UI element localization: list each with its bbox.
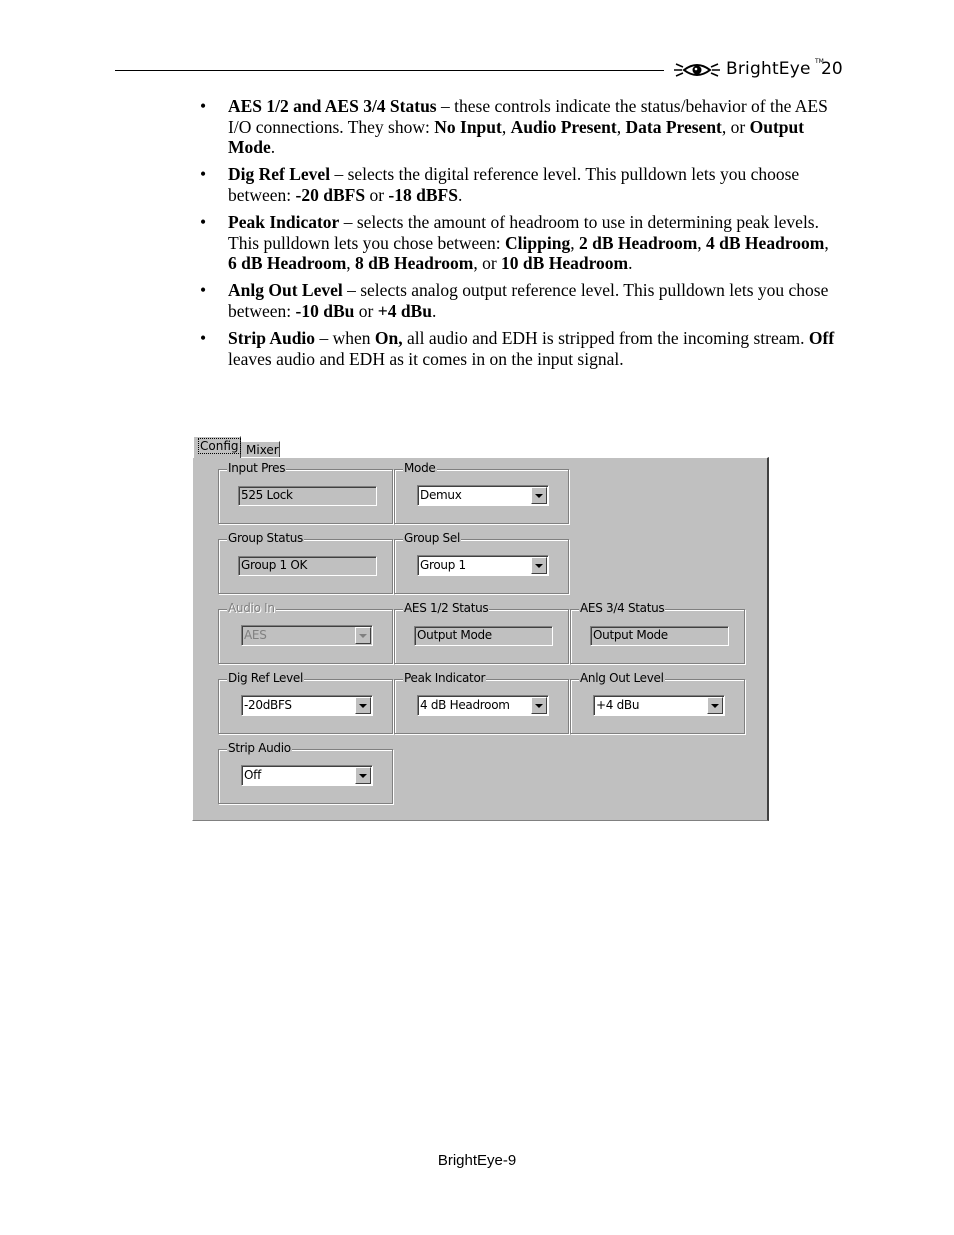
group-sel-group (394, 531, 569, 594)
peak-indicator-dropdown[interactable] (417, 695, 549, 716)
bullet-list (198, 96, 838, 376)
bullet-text: . (457, 184, 463, 205)
bullet-text: . (628, 253, 633, 274)
bullet-term: On, (374, 327, 403, 348)
bullet-text: – selects the digital reference level. This pulldown lets you choose between: (228, 164, 800, 205)
logo-number: 20 (821, 59, 843, 79)
aes12-status-label: AES 1/2 Status (404, 601, 489, 615)
bullet-item (198, 280, 838, 321)
bullet-text: all audio and EDH is stripped from the incoming stream. (402, 327, 809, 348)
chevron-down-icon[interactable] (531, 487, 547, 504)
logo-trademark: TM (815, 58, 824, 65)
header-rule (115, 70, 664, 71)
bullet-term: 4 dB Headroom (706, 232, 825, 253)
bullet-text: , (824, 232, 829, 253)
bullet-term: AES 1/2 and AES 3/4 Status (228, 96, 437, 116)
chevron-down-icon[interactable] (531, 557, 547, 574)
chevron-down-icon (355, 627, 371, 644)
peak-indicator-label: Peak Indicator (404, 671, 486, 685)
chevron-down-icon[interactable] (531, 697, 547, 714)
logo-text: BrightEye (726, 59, 811, 79)
peak-indicator-value: 4 dB Headroom (420, 698, 510, 712)
chevron-down-icon[interactable] (707, 697, 723, 714)
tab-mixer[interactable]: Mixer (240, 441, 280, 459)
group-status-group (218, 531, 393, 594)
chevron-down-icon[interactable] (355, 767, 371, 784)
aes12-status-field: Output Mode (414, 626, 553, 646)
bullet-item (198, 212, 838, 274)
bullet-term: 8 dB Headroom (355, 253, 474, 274)
anlg-out-level-group (570, 671, 745, 734)
bullet-term: 2 dB Headroom (578, 232, 698, 253)
bullet-dot-icon: • (200, 164, 207, 185)
bullet-term: -20 dBFS (295, 184, 366, 205)
strip-audio-dropdown[interactable] (241, 765, 373, 786)
group-status-field: Group 1 OK (238, 556, 377, 576)
bullet-term: 10 dB Headroom (501, 253, 629, 274)
bullet-item (198, 96, 838, 158)
brighteye-logo (672, 56, 847, 86)
bullet-term: -18 dBFS (388, 184, 458, 205)
config-dialog (191, 436, 771, 822)
bullet-term: Audio Present (510, 116, 617, 137)
dig-ref-level-value: -20dBFS (244, 698, 292, 712)
mode-dropdown[interactable] (417, 485, 549, 506)
mode-group (394, 461, 569, 524)
bullet-text: , or (721, 116, 750, 137)
input-pres-label: Input Pres (228, 461, 286, 475)
bullet-dot-icon: • (200, 327, 207, 348)
anlg-out-level-value: +4 dBu (596, 698, 640, 712)
bullet-term: Output Mode (228, 116, 805, 158)
bullet-text: . (431, 300, 437, 321)
dig-ref-level-dropdown[interactable] (241, 695, 373, 716)
bullet-term: Anlg Out Level (228, 280, 343, 301)
eye-icon (672, 58, 722, 82)
bullet-text: , (697, 232, 707, 253)
group-sel-dropdown[interactable] (417, 555, 549, 576)
audio-in-group (218, 601, 393, 664)
mode-value: Demux (420, 488, 462, 502)
audio-in-value: AES (244, 628, 267, 642)
bullet-term: Strip Audio (228, 327, 316, 348)
input-pres-field: 525 Lock (238, 486, 377, 506)
peak-indicator-group (394, 671, 569, 734)
dig-ref-level-group (218, 671, 393, 734)
aes34-status-label: AES 3/4 Status (580, 601, 665, 615)
bullet-text: . (270, 137, 276, 158)
strip-audio-label: Strip Audio (228, 741, 291, 755)
bullet-term: Off (808, 327, 835, 348)
bullet-text: , or (473, 253, 502, 274)
bullet-term: Dig Ref Level (228, 164, 331, 185)
mode-label: Mode (404, 461, 436, 475)
bullet-term: Peak Indicator (228, 211, 340, 232)
bullet-text: or (365, 184, 389, 205)
tab-config[interactable]: Config (193, 436, 241, 458)
bullet-text: – these controls indicate the status/behavior of the AES I/O connections. They show: (228, 96, 828, 137)
input-pres-group (218, 461, 393, 524)
bullet-text: – selects analog output reference level. This pulldown lets you chose between: (228, 280, 829, 321)
bullet-item (198, 328, 838, 369)
dig-ref-level-label: Dig Ref Level (228, 671, 304, 685)
bullet-text: or (354, 300, 378, 321)
strip-audio-group (218, 741, 393, 804)
bullet-dot-icon: • (200, 96, 207, 116)
audio-in-dropdown (241, 625, 373, 646)
bullet-term: Data Present (625, 116, 722, 137)
bullet-term: -10 dBu (295, 300, 355, 321)
bullet-dot-icon: • (200, 280, 207, 301)
audio-in-label: Audio In (228, 601, 275, 615)
aes34-status-field: Output Mode (590, 626, 729, 646)
bullet-text: , (346, 253, 356, 274)
config-panel (192, 457, 769, 821)
bullet-text: , (570, 232, 579, 253)
bullet-text: leaves audio and EDH as it comes in on the input signal. (228, 348, 624, 369)
anlg-out-level-label: Anlg Out Level (580, 671, 664, 685)
bullet-dot-icon: • (200, 211, 207, 232)
anlg-out-level-dropdown[interactable] (593, 695, 725, 716)
bullet-term: No Input (434, 116, 502, 137)
bullet-term: Clipping (505, 232, 571, 253)
strip-audio-value: Off (244, 768, 261, 782)
aes34-status-group (570, 601, 745, 664)
bullet-text: , (616, 116, 626, 137)
bullet-text: – when (315, 327, 375, 348)
aes12-status-group (394, 601, 569, 664)
group-sel-value: Group 1 (420, 558, 466, 572)
group-sel-label: Group Sel (404, 531, 460, 545)
page-number: BrightEye-9 (437, 1152, 517, 1169)
bullet-item (198, 164, 838, 205)
bullet-text: , (501, 116, 511, 137)
group-status-label: Group Status (228, 531, 303, 545)
chevron-down-icon[interactable] (355, 697, 371, 714)
bullet-term: +4 dBu (377, 300, 432, 321)
bullet-term: 6 dB Headroom (228, 253, 347, 274)
bullet-text: – selects the amount of headroom to use in determining peak levels. This pulldown lets you chose between: (228, 211, 819, 253)
